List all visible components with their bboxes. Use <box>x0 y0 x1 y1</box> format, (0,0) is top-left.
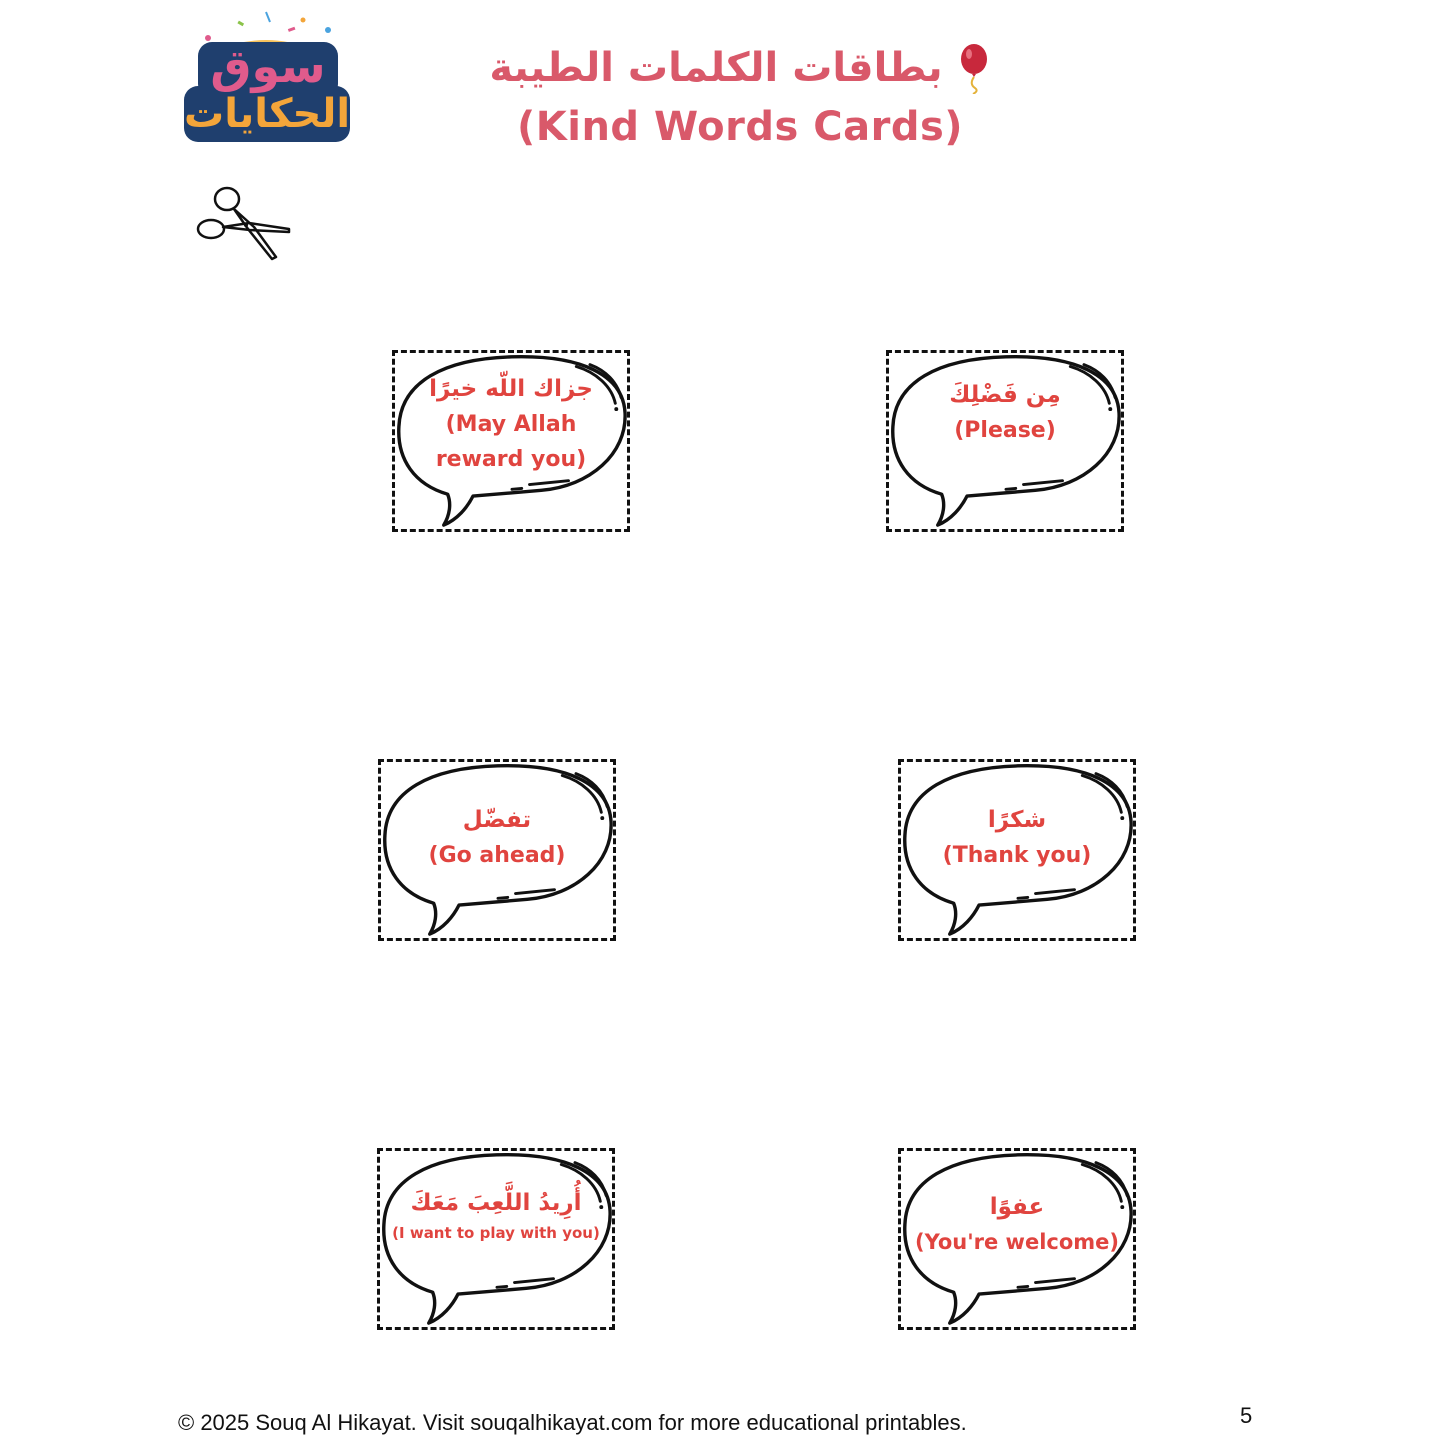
page-title-arabic: بطاقات الكلمات الطيبة <box>489 45 943 91</box>
card-content <box>901 802 1133 873</box>
card-arabic-text: عفوًا <box>989 1194 1045 1220</box>
card-content <box>380 1185 612 1245</box>
card-english-text: (Go ahead) <box>428 843 566 868</box>
card-arabic-text: أُرِيدُ اللَّعِبَ مَعَكَ <box>410 1190 582 1216</box>
logo-line1: سوق <box>210 39 326 93</box>
card-content <box>381 802 613 873</box>
card-english-text: (You're welcome) <box>914 1230 1120 1254</box>
card-arabic-text: جزاك اللّه خيرًا <box>429 376 593 402</box>
card-english-text: (Thank you) <box>942 843 1092 868</box>
kind-word-card[interactable] <box>392 350 630 532</box>
page-number: 5 <box>1240 1403 1253 1428</box>
logo <box>178 8 356 148</box>
page-title-english: (Kind Words Cards) <box>516 104 964 150</box>
scissors-icon <box>194 183 292 261</box>
card-english-text: (May Allah reward you) <box>435 412 587 472</box>
kind-word-card[interactable] <box>898 1148 1136 1330</box>
card-english-text: (Please) <box>954 418 1056 443</box>
copyright-footer: © 2025 Souq Al Hikayat. Visit souqalhikayat.com for more educational printables. <box>178 1410 967 1435</box>
card-arabic-text: تفضّل <box>462 807 532 833</box>
card-arabic-text: مِن فَضْلِكَ <box>949 382 1061 408</box>
card-content <box>889 377 1121 448</box>
page-header <box>470 32 1010 150</box>
kind-word-card[interactable] <box>378 759 616 941</box>
card-content <box>901 1189 1133 1260</box>
card-content <box>395 371 627 477</box>
balloon-icon <box>957 42 991 94</box>
kind-word-card[interactable] <box>886 350 1124 532</box>
card-english-text: (I want to play with you) <box>392 1224 600 1242</box>
card-arabic-text: شكرًا <box>987 807 1047 833</box>
kind-word-card[interactable] <box>377 1148 615 1330</box>
logo-line2: الحكايات <box>184 91 351 137</box>
kind-word-card[interactable] <box>898 759 1136 941</box>
